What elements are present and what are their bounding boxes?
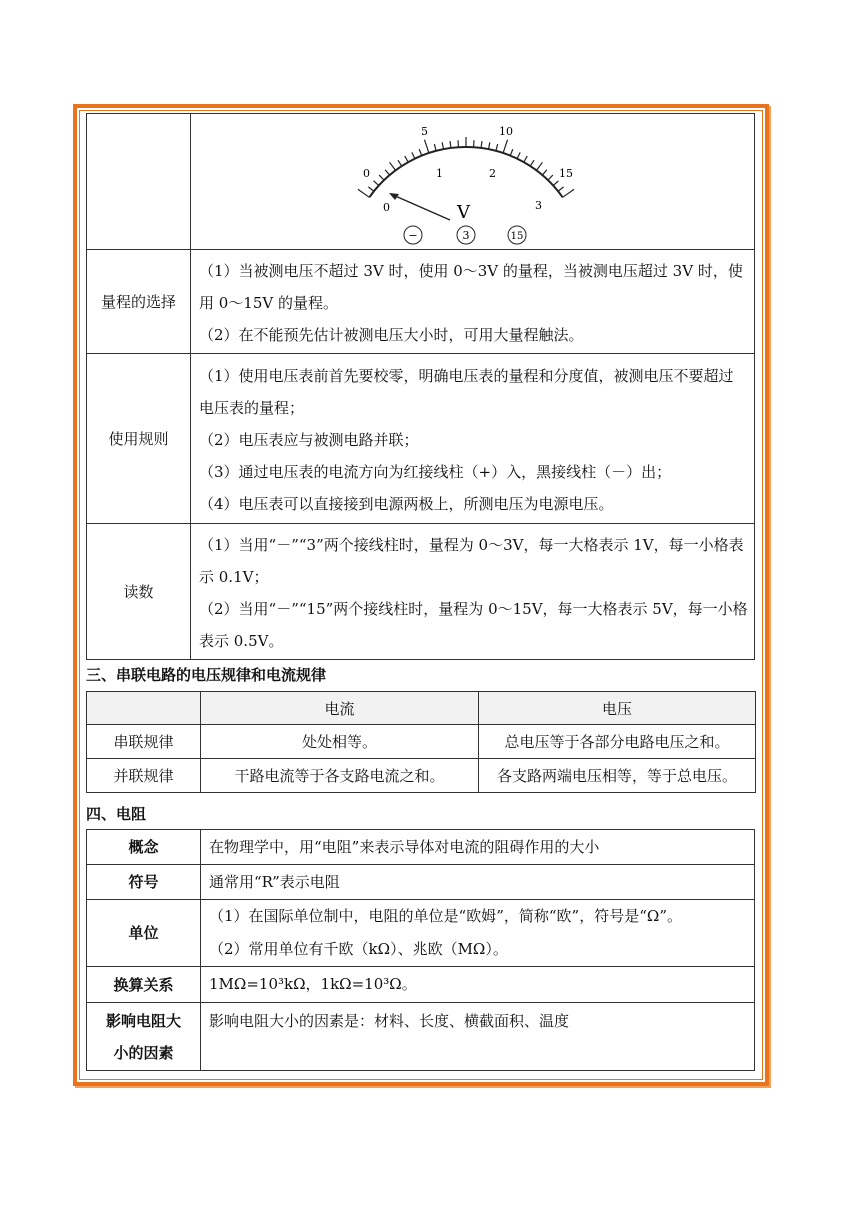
scale-tick bbox=[411, 152, 414, 158]
row-content bbox=[191, 354, 755, 524]
scale-tick bbox=[424, 139, 428, 152]
row-label: 换算关系 bbox=[87, 967, 201, 1003]
table-cell: 串联规律 bbox=[87, 725, 201, 759]
row-content bbox=[201, 830, 755, 865]
column-header bbox=[87, 692, 201, 725]
content-line: （2）在不能预先估计被测电压大小时，可用大量程触法。 bbox=[199, 325, 584, 344]
top-scale-label: 15 bbox=[558, 166, 573, 180]
scale-tick bbox=[510, 149, 513, 155]
scale-tick bbox=[523, 156, 526, 162]
scale-tick bbox=[368, 186, 373, 190]
column-header: 电压 bbox=[479, 692, 756, 725]
content-line: （2）当用“－”“15”两个接线柱时，量程为 0～15V，每一大格表示 5V，每一小格表示 0.5V。 bbox=[199, 599, 748, 650]
scale-tick bbox=[404, 156, 407, 162]
content-line: （1）当被测电压不超过 3V 时，使用 0～3V 的量程，当被测电压超过 3V 时，使用 0～15V 的量程。 bbox=[199, 261, 743, 312]
content-line: 影响电阻大小的因素是：材料、长度、横截面积、温度 bbox=[209, 1012, 570, 1030]
unit-label: V bbox=[456, 201, 470, 223]
content-line: （3）通过电压表的电流方向为红接线柱（+）入，黑接线柱（－）出； bbox=[199, 462, 672, 481]
scale-tick bbox=[517, 152, 520, 158]
row-label: 概念 bbox=[87, 830, 201, 865]
table-cell: 干路电流等于各支路电流之和。 bbox=[201, 759, 479, 793]
voltmeter-diagram bbox=[353, 115, 593, 245]
scale-tick bbox=[542, 169, 547, 174]
scale-tick bbox=[385, 169, 390, 174]
row-label: 读数 bbox=[87, 524, 191, 660]
content-line: 在物理学中，用“电阻”来表示导体对电流的阻碍作用的大小 bbox=[209, 837, 600, 856]
scale-tick bbox=[419, 149, 422, 155]
column-header: 电流 bbox=[201, 692, 479, 725]
row-content bbox=[201, 1003, 755, 1071]
content-line: （2）常用单位有千欧（kΩ）、兆欧（MΩ）。 bbox=[209, 940, 508, 958]
scale-tick bbox=[530, 160, 534, 166]
voltmeter-table bbox=[86, 113, 755, 660]
terminal-label: − bbox=[407, 228, 418, 242]
scale-tick bbox=[389, 162, 395, 170]
scale-tick bbox=[547, 175, 552, 180]
bottom-scale-label: 3 bbox=[534, 198, 542, 212]
content-line: 1MΩ=10³kΩ，1kΩ=10³Ω。 bbox=[209, 975, 417, 993]
table-cell: 并联规律 bbox=[87, 759, 201, 793]
top-scale-label: 10 bbox=[498, 124, 513, 138]
scale-tick bbox=[373, 180, 378, 185]
scale-tick bbox=[397, 160, 401, 166]
table-cell: 各支路两端电压相等，等于总电压。 bbox=[479, 759, 756, 793]
content-line: （2）电压表应与被测电路并联； bbox=[199, 430, 419, 449]
content-line: （1）使用电压表前首先要校零，明确电压表的量程和分度值，被测电压不要超过电压表的量程； bbox=[199, 366, 734, 417]
scale-tick bbox=[536, 162, 542, 170]
content-line: （4）电压表可以直接接到电源两极上，所测电压为电源电压。 bbox=[199, 494, 614, 513]
table-cell: 总电压等于各部分电路电压之和。 bbox=[479, 725, 756, 759]
row-label: 符号 bbox=[87, 865, 201, 900]
scale-tick bbox=[450, 141, 451, 148]
terminal-label: 3 bbox=[462, 228, 469, 242]
voltmeter-figure bbox=[191, 114, 755, 250]
terminal-label: 15 bbox=[510, 230, 523, 242]
content-line: （1）当用“－”“3”两个接线柱时，量程为 0～3V，每一大格表示 1V，每一小格表示 0.1V； bbox=[199, 535, 744, 586]
scale-tick bbox=[562, 189, 573, 197]
resistance-table bbox=[86, 829, 755, 1071]
scale-tick bbox=[481, 141, 482, 148]
bottom-scale-label: 0 bbox=[382, 200, 390, 214]
scale-tick bbox=[553, 180, 558, 185]
content-line: 通常用“R”表示电阻 bbox=[209, 872, 340, 891]
section-heading: 四、电阻 bbox=[86, 805, 147, 823]
scale-tick bbox=[503, 139, 507, 152]
row-content bbox=[201, 900, 755, 967]
bottom-scale-label: 1 bbox=[435, 166, 443, 180]
top-scale-label: 5 bbox=[420, 124, 428, 138]
top-scale-label: 0 bbox=[362, 166, 370, 180]
row-label: 使用规则 bbox=[87, 354, 191, 524]
content-line: （1）在国际单位制中，电阻的单位是“欧姆”，简称“欧”，符号是“Ω”。 bbox=[209, 907, 682, 925]
row-content bbox=[201, 967, 755, 1003]
scale-tick bbox=[558, 186, 563, 190]
row-content bbox=[191, 250, 755, 354]
row-label: 影响电阻大小的因素 bbox=[87, 1003, 201, 1071]
needle bbox=[393, 195, 450, 220]
scale-tick bbox=[379, 175, 384, 180]
row-label: 单位 bbox=[87, 900, 201, 967]
bottom-scale-label: 2 bbox=[488, 166, 496, 180]
circuit-rules-table bbox=[86, 691, 756, 793]
row-content bbox=[191, 524, 755, 660]
scale-tick bbox=[357, 189, 368, 197]
section-heading: 三、串联电路的电压规律和电流规律 bbox=[86, 666, 327, 684]
row-label: 量程的选择 bbox=[87, 250, 191, 354]
table-cell: 处处相等。 bbox=[201, 725, 479, 759]
row-content bbox=[201, 865, 755, 900]
